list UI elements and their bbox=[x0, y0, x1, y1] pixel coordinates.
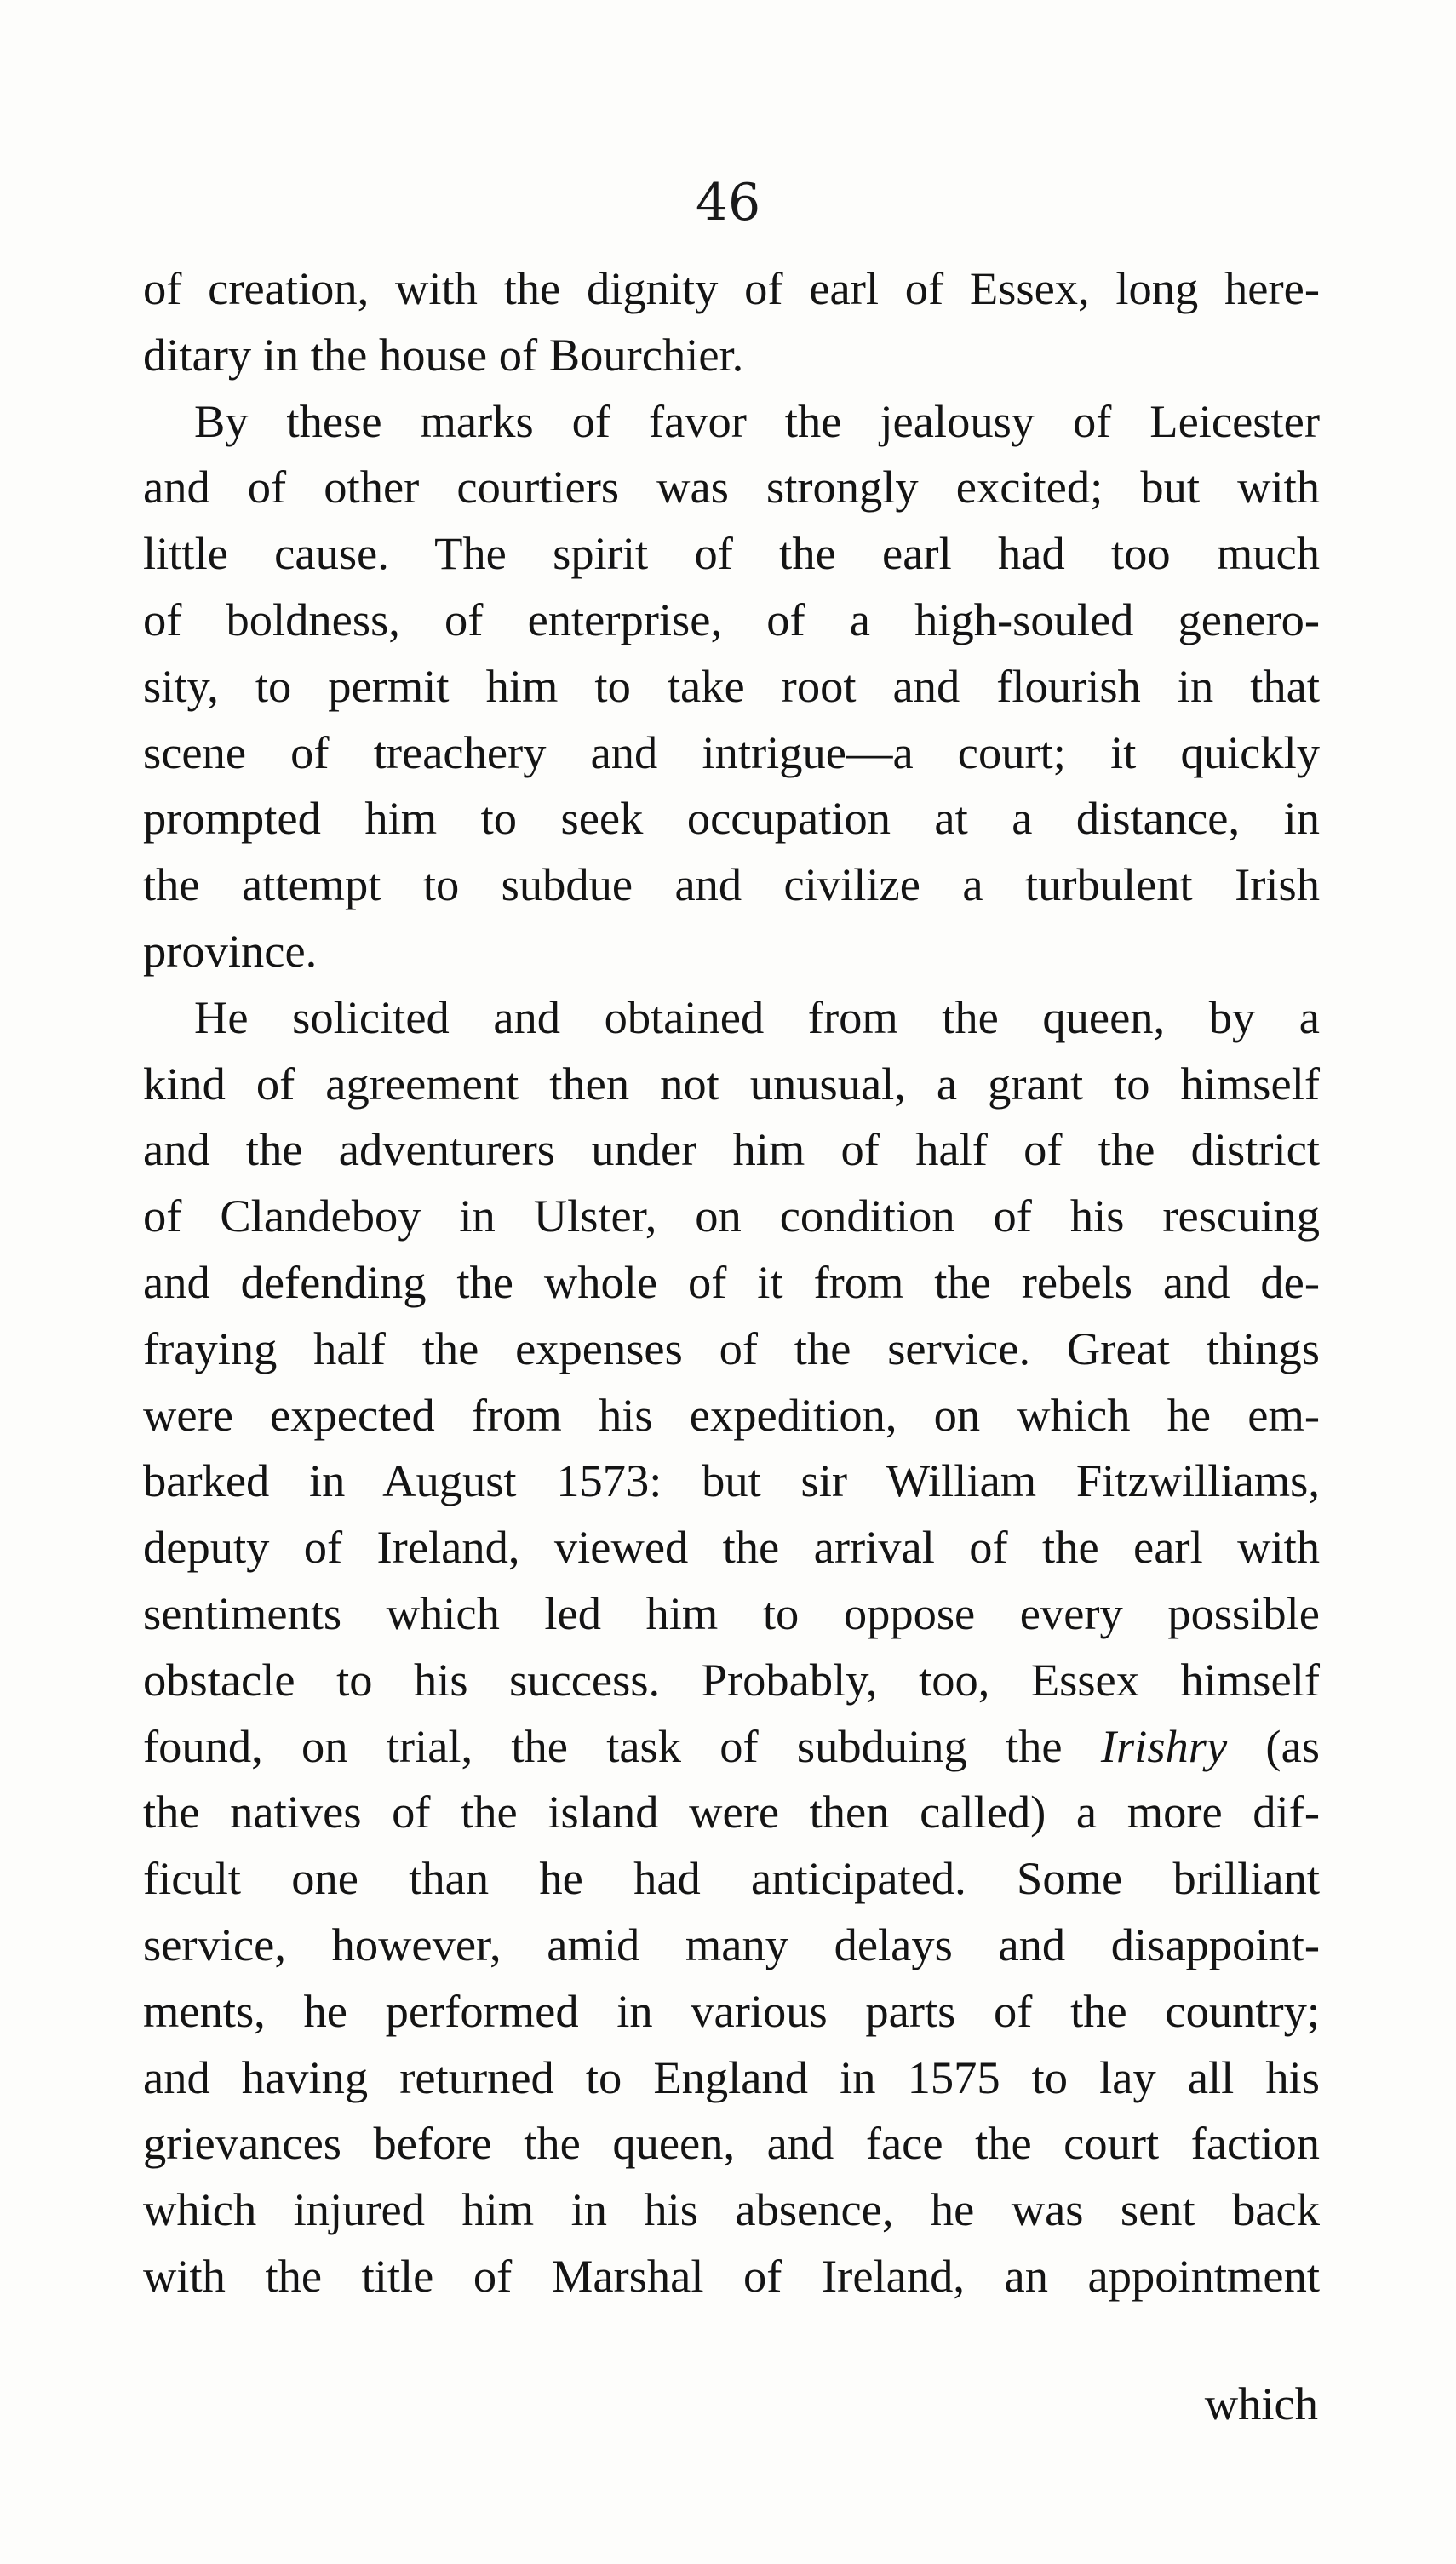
text-line: By these marks of favor the jealousy of Leicester bbox=[194, 394, 1320, 447]
text-line: of creation, with the dignity of earl of Essex, long here- bbox=[143, 262, 1320, 314]
text-line: found, on trial, the task of subduing the Irishry (as bbox=[143, 1719, 1320, 1772]
text-line: grievances before the queen, and face the court faction bbox=[143, 2117, 1320, 2170]
text-line: sentiments which led him to oppose every possible bbox=[143, 1586, 1320, 1639]
text-line: ditary in the house of Bourchier. bbox=[143, 328, 744, 381]
text-line: little cause. The spirit of the earl had too much bbox=[143, 527, 1320, 580]
text-line: the attempt to subdue and civilize a turbulent Irish bbox=[143, 858, 1320, 911]
text-line: of boldness, of enterprise, of a high-souled genero- bbox=[143, 593, 1320, 645]
catchword: which bbox=[1204, 2378, 1318, 2429]
text-line: prompted him to seek occupation at a distance, in bbox=[143, 792, 1320, 845]
text-line: fraying half the expenses of the service. Great things bbox=[143, 1322, 1320, 1374]
text-line: ments, he performed in various parts of the country; bbox=[143, 1984, 1320, 2037]
text-line: deputy of Ireland, viewed the arrival of the earl with bbox=[143, 1521, 1320, 1574]
text-line: scene of treachery and intrigue—a court; it quickly bbox=[143, 726, 1320, 778]
text-line: kind of agreement then not unusual, a grant to himself bbox=[143, 1057, 1320, 1110]
text-line: ficult one than he had anticipated. Some brilliant bbox=[143, 1852, 1320, 1905]
page-number: 46 bbox=[695, 173, 761, 232]
text-line: with the title of Marshal of Ireland, an appointment bbox=[143, 2249, 1320, 2302]
text-line: obstacle to his success. Probably, too, Essex himself bbox=[143, 1653, 1320, 1706]
text-line: sity, to permit him to take root and flourish in that bbox=[143, 659, 1320, 712]
text-line: and having returned to England in 1575 to lay all his bbox=[143, 2051, 1320, 2103]
body-text bbox=[143, 255, 1320, 2309]
text-line: service, however, amid many delays and disappoint- bbox=[143, 1918, 1320, 1970]
text-line: which injured him in his absence, he was sent back bbox=[143, 2183, 1320, 2236]
text-line: and defending the whole of it from the rebels and de- bbox=[143, 1255, 1320, 1308]
text-line: of Clandeboy in Ulster, on condition of his rescuing bbox=[143, 1190, 1320, 1242]
text-line: province. bbox=[143, 924, 318, 977]
text-line: He solicited and obtained from the queen, by a bbox=[194, 990, 1320, 1043]
text-line: were expected from his expedition, on which he em- bbox=[143, 1388, 1320, 1441]
text-line: the natives of the island were then called) a more dif- bbox=[143, 1786, 1320, 1838]
text-line: and of other courtiers was strongly excited; but with bbox=[143, 461, 1320, 513]
text-line: and the adventurers under him of half of the district bbox=[143, 1123, 1320, 1176]
text-line: barked in August 1573: but sir William Fitzwilliams, bbox=[143, 1454, 1320, 1507]
